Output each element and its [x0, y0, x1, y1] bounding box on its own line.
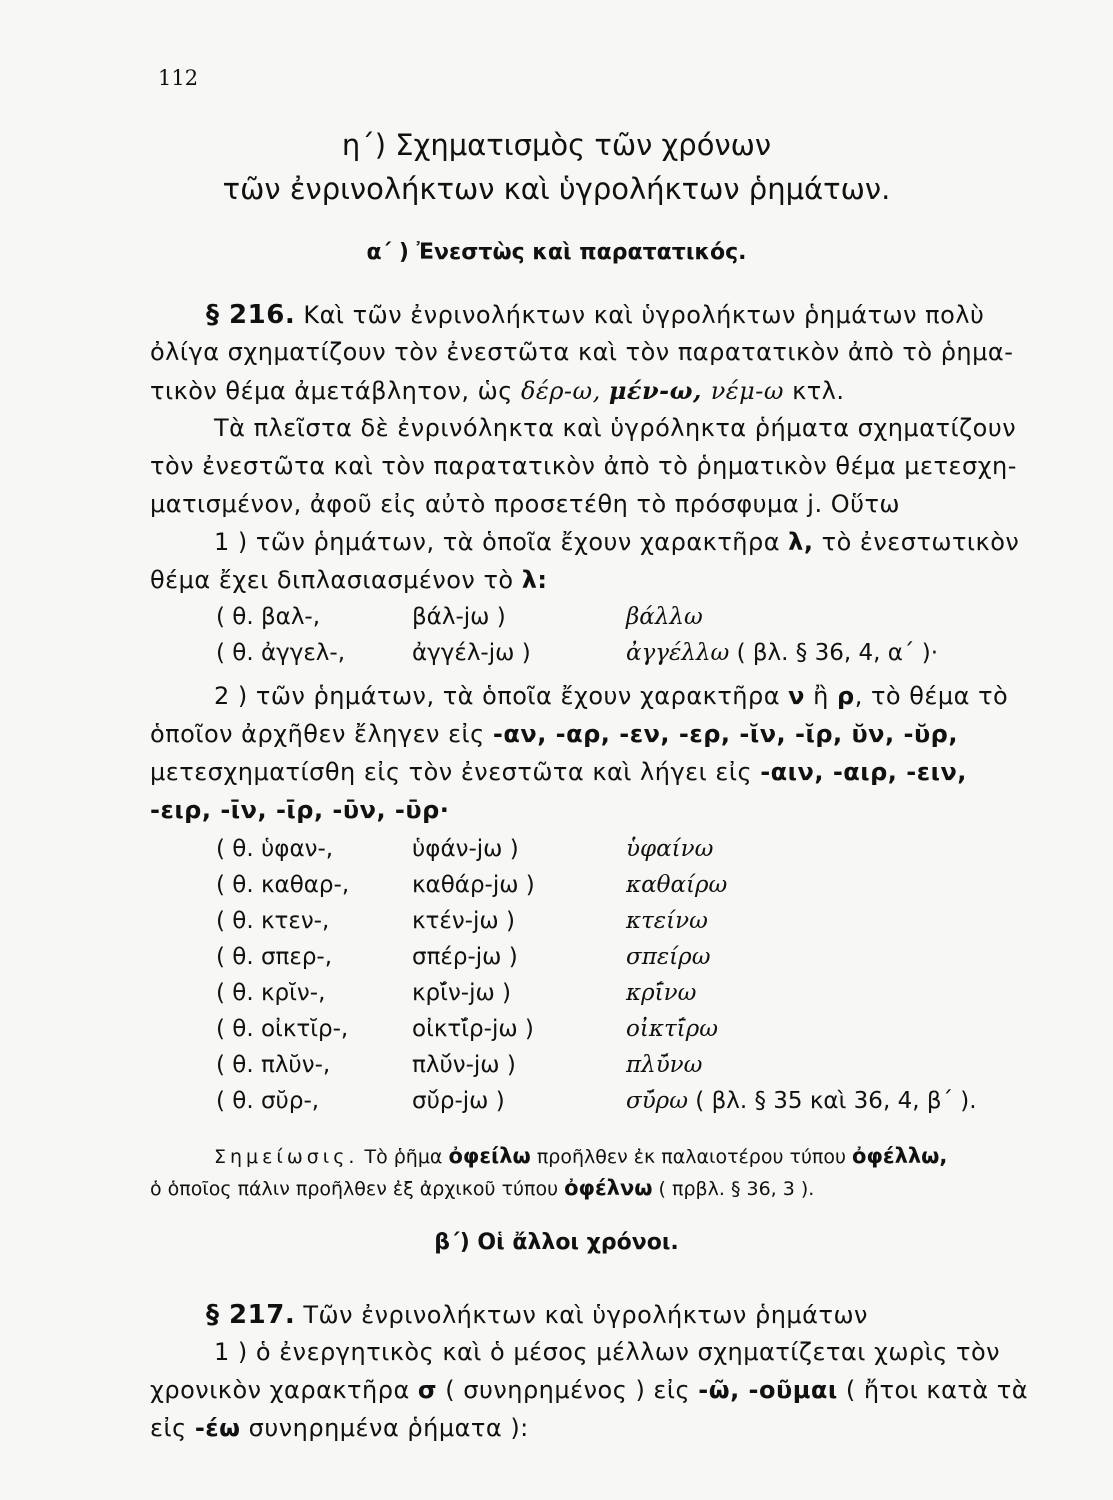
example-verb: νέμ-ω — [710, 377, 784, 405]
para-216-line-1: § 216. Καὶ τῶν ἐνρινολήκτων καὶ ὑγρολήκτων ῥημάτων πολὺ — [206, 300, 985, 330]
chapter-title-line-1: η΄) Σχηματισμὸς τῶν χρόνων — [341, 128, 772, 162]
para-216-line-5: τὸν ἐνεστῶτα καὶ τὸν παρατατικὸν ἀπὸ τὸ ῥηματικὸν θέμα μετεσχη- — [150, 452, 1017, 480]
rule-1-line-1: 1 ) τῶν ῥημάτων, τὰ ὁποῖα ἔχουν χαρακτῆρα λ, τὸ ἐνεστωτικὸν — [214, 528, 1020, 556]
para-217-line-4: εἰς -έω συνηρημένα ῥήματα ): — [150, 1414, 529, 1442]
note-line-1: Σημείωσις. Τὸ ῥῆμα ὀφείλω προῆλθεν ἐκ παλαιοτέρου τύπου ὀφέλλω, — [214, 1144, 948, 1168]
para-217-line-2: 1 ) ὁ ἐνεργητικὸς καὶ ὁ μέσος μέλλων σχηματίζεται χωρὶς τὸν — [214, 1338, 1001, 1366]
subsection-heading-a: α΄ ) Ἐνεστὼς καὶ παρατατικός. — [366, 240, 747, 265]
subsection-heading-b: β΄) Οἱ ἄλλοι χρόνοι. — [434, 1230, 679, 1255]
rule-2-line-1: 2 ) τῶν ῥημάτων, τὰ ὁποῖα ἔχουν χαρακτῆρα ν ἢ ρ, τὸ θέμα τὸ — [214, 682, 1009, 710]
para-217-line-3: χρονικὸν χαρακτῆρα σ ( συνηρημένος ) εἰς -ῶ, -οῦμαι ( ἤτοι κατὰ τὰ — [150, 1376, 1029, 1404]
rule-2-line-2: ὁποῖον ἀρχῆθεν ἔληγεν εἰς -αν, -αρ, -εν, -ερ, -ῐν, -ῐρ, ῠν, -ῠρ, — [150, 720, 958, 748]
book-page: 112 η΄) Σχηματισμὸς τῶν χρόνων τῶν ἐνρινολήκτων καὶ ὑγρολήκτων ῥημάτων. α΄ ) Ἐνεστὼς καὶ παρατατικός. § 216. Καὶ τῶν ἐνρινολήκτων καὶ ὑγρολήκτων ῥημάτων πολὺ ὀλίγα σχηματίζουν τὸν ἐνεστῶτα καὶ τὸν παρατατικὸν ἀπὸ τὸ ῥημα- τικὸν θέμα ἀμετάβλητον, ὡς δέρ-ω, μέν-ω, νέμ-ω κτλ. Τὰ πλεῖστα δὲ ἐνρινόληκτα καὶ ὑγρόληκτα ῥήματα σχηματίζουν τὸν ἐνεστῶτα καὶ τὸν παρατατικὸν ἀπὸ τὸ ῥηματικὸν θέμα μετεσχη- ματισμένον, ἀφοῦ εἰς αὐτὸ προσετέθη τὸ πρόσφυμα j. Οὕτω 1 ) τῶν ῥημάτων, τὰ ὁποῖα ἔχουν χαρακτῆρα λ, τὸ ἐνεστωτικὸν θέμα ἔχει διπλασιασμένον τὸ λ: ( θ. βαλ-, βάλ-jω ) βάλλω ( θ. ἀγγελ-, ἀγγέλ-jω ) ἀγγέλλω ( βλ. § 36, 4, α΄ )· 2 ) τῶν ῥημάτων, τὰ ὁποῖα ἔχουν χαρακτῆρα ν ἢ ρ, τὸ θέμα τὸ ὁποῖον ἀρχῆθεν ἔληγεν εἰς -αν, -αρ, -εν, -ερ, -ῐν, -ῐρ, ῠν, -ῠρ, μετεσχηματίσθη εἰς τὸν ἐνεστῶτα καὶ λήγει εἰς -αιν, -αιρ, -ειν, -ειρ, -ῑν, -ῑρ, -ῡν, -ῡρ· ( θ. ὑφαν-, ὑφάν-jω ) ὑφαίνω ( θ. καθαρ-, καθάρ-jω ) καθαίρω ( θ. κτεν-, κτέν-jω ) κτείνω ( θ. σπερ-, σπέρ-jω ) σπείρω ( θ. κρῐν-, κρῐ́ν-jω ) κρῑ́νω ( θ. οἰκτῐρ-, οἰκτῐ́ρ-jω ) οἰκτῑ́ρω ( θ. πλῠν-, πλῠ́ν-jω ) πλῡ́νω ( θ. σῠρ-, σῠ́ρ-jω ) σῡ́ρω ( βλ. § 35 καὶ 36, 4, β΄ ). Σημείωσις. Τὸ ῥῆμα ὀφείλω προῆλθεν ἐκ παλαιοτέρου τύπου ὀφέλλω, ὁ ὁποῖος πάλιν προῆλθεν ἐξ ἀρχικοῦ τύπου ὀφέλνω ( πρβλ. § 36, 3 ). β΄) Οἱ ἄλλοι χρόνοι. § 217. Τῶν ἐνρινολήκτων καὶ ὑγρολήκτων ῥημάτων 1 ) ὁ ἐνεργητικὸς καὶ ὁ μέσος μέλλων σχηματίζεται χωρὶς τὸν χρονικὸν χαρακτῆρα σ ( συνηρημένος ) εἰς -ῶ, -οῦμαι ( ἤτοι κατὰ τὰ εἰς -έω συνηρημένα ῥήματα ): — [0, 0, 1113, 1500]
example-verb: δέρ-ω, — [520, 377, 609, 405]
page-number: 112 — [158, 66, 199, 90]
section-number-217: § 217. — [206, 1300, 296, 1330]
para-216-line-4: Τὰ πλεῖστα δὲ ἐνρινόληκτα καὶ ὑγρόληκτα ῥήματα σχηματίζουν — [214, 414, 1017, 442]
rule-1-line-2: θέμα ἔχει διπλασιασμένον τὸ λ: — [150, 566, 548, 594]
section-number-216: § 216. — [206, 300, 296, 330]
para-217-line-1: § 217. Τῶν ἐνρινολήκτων καὶ ὑγρολήκτων ῥημάτων — [206, 1300, 868, 1330]
para-216-line-3: τικὸν θέμα ἀμετάβλητον, ὡς δέρ-ω, μέν-ω, νέμ-ω κτλ. — [150, 376, 845, 405]
example-verb: μέν-ω, — [608, 376, 711, 405]
rule-2-line-4: -ειρ, -ῑν, -ῑρ, -ῡν, -ῡρ· — [150, 796, 450, 824]
note-label: Σημείωσις. — [214, 1146, 359, 1168]
chapter-title-line-2: τῶν ἐνρινολήκτων καὶ ὑγρολήκτων ῥημάτων. — [222, 172, 891, 206]
rule-2-line-3: μετεσχηματίσθη εἰς τὸν ἐνεστῶτα καὶ λήγει εἰς -αιν, -αιρ, -ειν, — [150, 758, 967, 786]
para-216-line-6: ματισμένον, ἀφοῦ εἰς αὐτὸ προσετέθη τὸ πρόσφυμα j. Οὕτω — [150, 490, 901, 518]
para-216-line-2: ὀλίγα σχηματίζουν τὸν ἐνεστῶτα καὶ τὸν παρατατικὸν ἀπὸ τὸ ῥημα- — [150, 338, 1014, 366]
note-line-2: ὁ ὁποῖος πάλιν προῆλθεν ἐξ ἀρχικοῦ τύπου ὀφέλνω ( πρβλ. § 36, 3 ). — [150, 1176, 815, 1200]
